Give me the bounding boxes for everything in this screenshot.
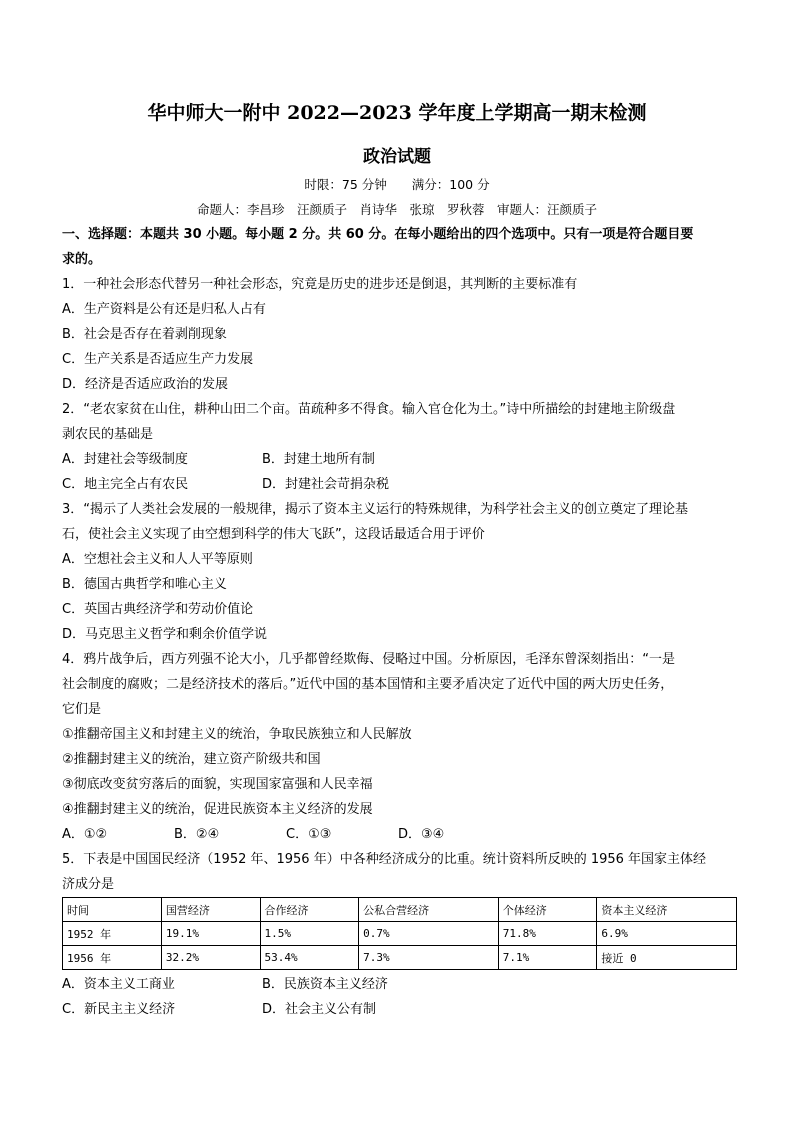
q2-stem: 2．“老农家贫在山住，耕种山田二个亩。苗疏种多不得食。输入官仓化为土。”诗中所描绘的封建地主阶级盘 (62, 402, 676, 417)
q1-option-c: C．生产关系是否适应生产力发展 (62, 352, 254, 367)
table-cell: 接近 0 (597, 946, 737, 970)
exam-title: 华中师大一附中 2022—2023 学年度上学期高一期末检测 (147, 102, 647, 124)
q4-option-c: C．①③ (286, 827, 332, 842)
table-row (63, 946, 737, 970)
q5-option-a: A．资本主义工商业 (62, 977, 175, 992)
q4-options (62, 822, 742, 847)
table-header-cell: 国营经济 (161, 898, 260, 922)
time-limit: 时限：75 分钟 满分：100 分 (304, 177, 490, 192)
q4-stem-cont2: 它们是 (62, 702, 102, 717)
table-header-cell: 合作经济 (260, 898, 359, 922)
q5-option-b: B．民族资本主义经济 (262, 977, 388, 992)
economy-table (62, 897, 737, 970)
q5-stem: 5．下表是中国国民经济（1952 年、1956 年）中各种经济成分的比重。统计资料所反映的 1956 年国家主体经 (62, 852, 707, 867)
table-header-cell: 资本主义经济 (597, 898, 737, 922)
q2-option-b: B．封建土地所有制 (262, 452, 375, 467)
q1-option-b: B．社会是否存在着剥削现象 (62, 327, 227, 342)
q1-option-d: D．经济是否适应政治的发展 (62, 377, 229, 392)
table-cell: 1.5% (260, 922, 359, 946)
table-cell: 7.3% (359, 946, 499, 970)
table-cell: 53.4% (260, 946, 359, 970)
section-heading-cont: 求的。 (62, 252, 102, 267)
q4-option-b: B．②④ (174, 827, 220, 842)
q3-option-b: B．德国古典哲学和唯心主义 (62, 577, 227, 592)
q5-options-ab (62, 972, 742, 997)
q4-option-a: A．①② (62, 827, 108, 842)
q3-option-a: A．空想社会主义和人人平等原则 (62, 552, 253, 567)
q2-option-c: C．地主完全占有农民 (62, 477, 189, 492)
table-header-cell: 个体经济 (498, 898, 597, 922)
table-header-cell: 公私合营经济 (359, 898, 499, 922)
exam-subject: 政治试题 (363, 147, 431, 167)
table-cell: 6.9% (597, 922, 737, 946)
q4-statement-2: ②推翻封建主义的统治，建立资产阶级共和国 (62, 752, 321, 767)
table-cell: 1952 年 (63, 922, 162, 946)
q4-stem-cont: 社会制度的腐败；二是经济技术的落后。”近代中国的基本国情和主要矛盾决定了近代中国的两大历史任务， (62, 677, 674, 692)
q2-stem-cont: 剥农民的基础是 (62, 427, 154, 442)
authors: 命题人：李昌珍 汪颜质子 肖诗华 张琼 罗秋蓉 审题人：汪颜质子 (196, 202, 597, 217)
q4-statement-1: ①推翻帝国主义和封建主义的统治，争取民族独立和人民解放 (62, 727, 412, 742)
table-cell: 0.7% (359, 922, 499, 946)
q4-statement-3: ③彻底改变贫穷落后的面貌，实现国家富强和人民幸福 (62, 777, 373, 792)
q1-option-a: A．生产资料是公有还是归私人占有 (62, 302, 266, 317)
table-row (63, 922, 737, 946)
table-cell: 71.8% (498, 922, 597, 946)
q5-option-d: D．社会主义公有制 (262, 1002, 377, 1017)
table-cell: 19.1% (161, 922, 260, 946)
table-cell: 32.2% (161, 946, 260, 970)
question-list (62, 222, 742, 1022)
table-cell: 1956 年 (63, 946, 162, 970)
q3-option-c: C．英国古典经济学和劳动价值论 (62, 602, 254, 617)
q5-options-cd (62, 997, 742, 1022)
q4-option-d: D．③④ (398, 827, 445, 842)
q3-option-d: D．马克思主义哲学和剩余价值学说 (62, 627, 268, 642)
q3-stem: 3．“揭示了人类社会发展的一般规律，揭示了资本主义运行的特殊规律，为科学社会主义的创立奠定了理论基 (62, 502, 689, 517)
q5-stem-cont: 济成分是 (62, 877, 115, 892)
q4-statement-4: ④推翻封建主义的统治，促进民族资本主义经济的发展 (62, 802, 373, 817)
q1-stem: 1．一种社会形态代替另一种社会形态，究竟是历史的进步还是倒退，其判断的主要标准有 (62, 277, 578, 292)
q5-option-c: C．新民主主义经济 (62, 1002, 176, 1017)
q2-options-cd (62, 472, 742, 497)
q4-stem: 4．鸦片战争后，西方列强不论大小，几乎都曾经欺侮、侵略过中国。分析原因，毛泽东曾深刻指出：“一是 (62, 652, 676, 667)
section-heading: 一、选择题：本题共 30 小题。每小题 2 分。共 60 分。在每小题给出的四个选项中。只有一项是符合题目要 (62, 227, 694, 242)
table-header-row (63, 898, 737, 922)
table-header-cell: 时间 (63, 898, 162, 922)
q2-options-ab (62, 447, 742, 472)
economy-table-wrap (62, 897, 742, 972)
q3-stem-cont: 石，使社会主义实现了由空想到科学的伟大飞跃”，这段话最适合用于评价 (62, 527, 485, 542)
q2-option-d: D．封建社会苛捐杂税 (262, 477, 390, 492)
table-cell: 7.1% (498, 946, 597, 970)
q2-option-a: A．封建社会等级制度 (62, 452, 188, 467)
